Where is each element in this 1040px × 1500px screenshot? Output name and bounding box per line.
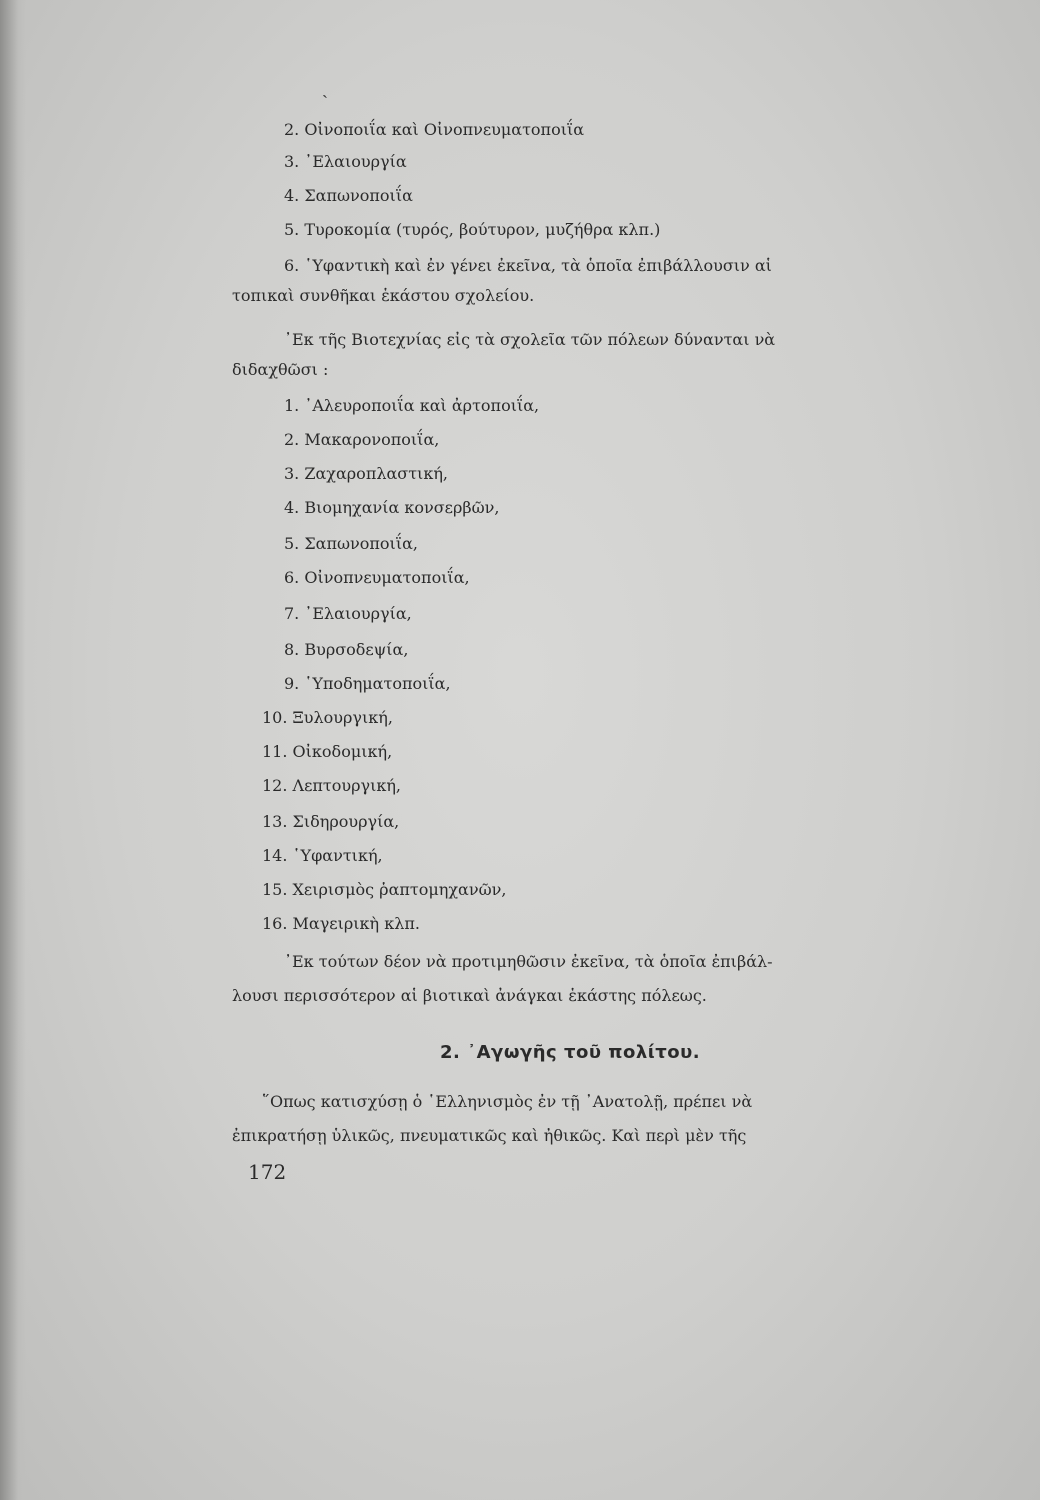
list-b-item: 15. Χειρισμὸς ῥαπτομηχανῶν, [262,880,507,899]
list-b-item: 1. ᾿Αλευροποιΐα καὶ ἀρτοποιΐα, [284,396,540,415]
list-b-item: 3. Ζαχαροπλαστική, [284,464,448,483]
list-b-item: 12. Λεπτουργική, [262,776,402,795]
paragraph-outro-line: ᾿Εκ τούτων δέον νὰ προτιμηθῶσιν ἐκεῖνα, τὰ ὁποῖα ἐπιβάλ- [284,952,773,971]
paragraph-intro-line: διδαχθῶσι : [232,360,329,379]
list-b-item: 9. ῾Υποδηματοποιΐα, [284,674,451,693]
ink-mark: ˏ [322,78,328,99]
section-heading: 2. ᾿Αγωγῆς τοῦ πολίτου. [440,1042,701,1063]
list-a-item: 5. Τυροκομία (τυρός, βούτυρον, μυζήθρα κλπ.) [284,220,661,239]
list-b-item: 7. ᾿Ελαιουργία, [284,604,412,623]
list-b-item: 6. Οἰνοπνευματοποιΐα, [284,568,470,587]
paragraph-outro-line: λουσι περισσότερον αἱ βιοτικαὶ ἀνάγκαι ἑκάστης πόλεως. [232,986,707,1005]
page-number: 172 [248,1160,287,1184]
list-b-item: 16. Μαγειρικὴ κλπ. [262,914,420,933]
list-a-continuation: τοπικαὶ συνθῆκαι ἑκάστου σχολείου. [232,286,535,305]
paragraph-final-line: ῞Οπως κατισχύσῃ ὁ ῾Ελληνισμὸς ἐν τῇ ᾿Ανατολῇ, πρέπει νὰ [262,1092,753,1111]
paragraph-final-line: ἐπικρατήσῃ ὑλικῶς, πνευματικῶς καὶ ἠθικῶς. Καὶ περὶ μὲν τῆς [232,1126,747,1145]
list-b-item: 11. Οἰκοδομική, [262,742,393,761]
list-b-item: 4. Βιομηχανία κονσερβῶν, [284,498,500,517]
list-b-item: 10. Ξυλουργική, [262,708,393,727]
paragraph-intro-line: ᾿Εκ τῆς Βιοτεχνίας εἰς τὰ σχολεῖα τῶν πόλεων δύνανται νὰ [284,330,776,349]
page-binding-shadow [0,0,26,1500]
list-b-item: 14. ῾Υφαντική, [262,846,383,865]
list-a-item: 2. Οἰνοποιΐα καὶ Οἰνοπνευματοποιΐα [284,120,585,139]
list-b-item: 8. Βυρσοδεψία, [284,640,409,659]
list-a-item: 4. Σαπωνοποιΐα [284,186,413,205]
list-b-item: 13. Σιδηρουργία, [262,812,400,831]
list-b-item: 2. Μακαρονοποιΐα, [284,430,440,449]
list-a-item: 6. ῾Υφαντικὴ καὶ ἐν γένει ἐκεῖνα, τὰ ὁποῖα ἐπιβάλλουσιν αἱ [284,256,772,275]
list-a-item: 3. ᾿Ελαιουργία [284,152,407,171]
list-b-item: 5. Σαπωνοποιΐα, [284,534,418,553]
